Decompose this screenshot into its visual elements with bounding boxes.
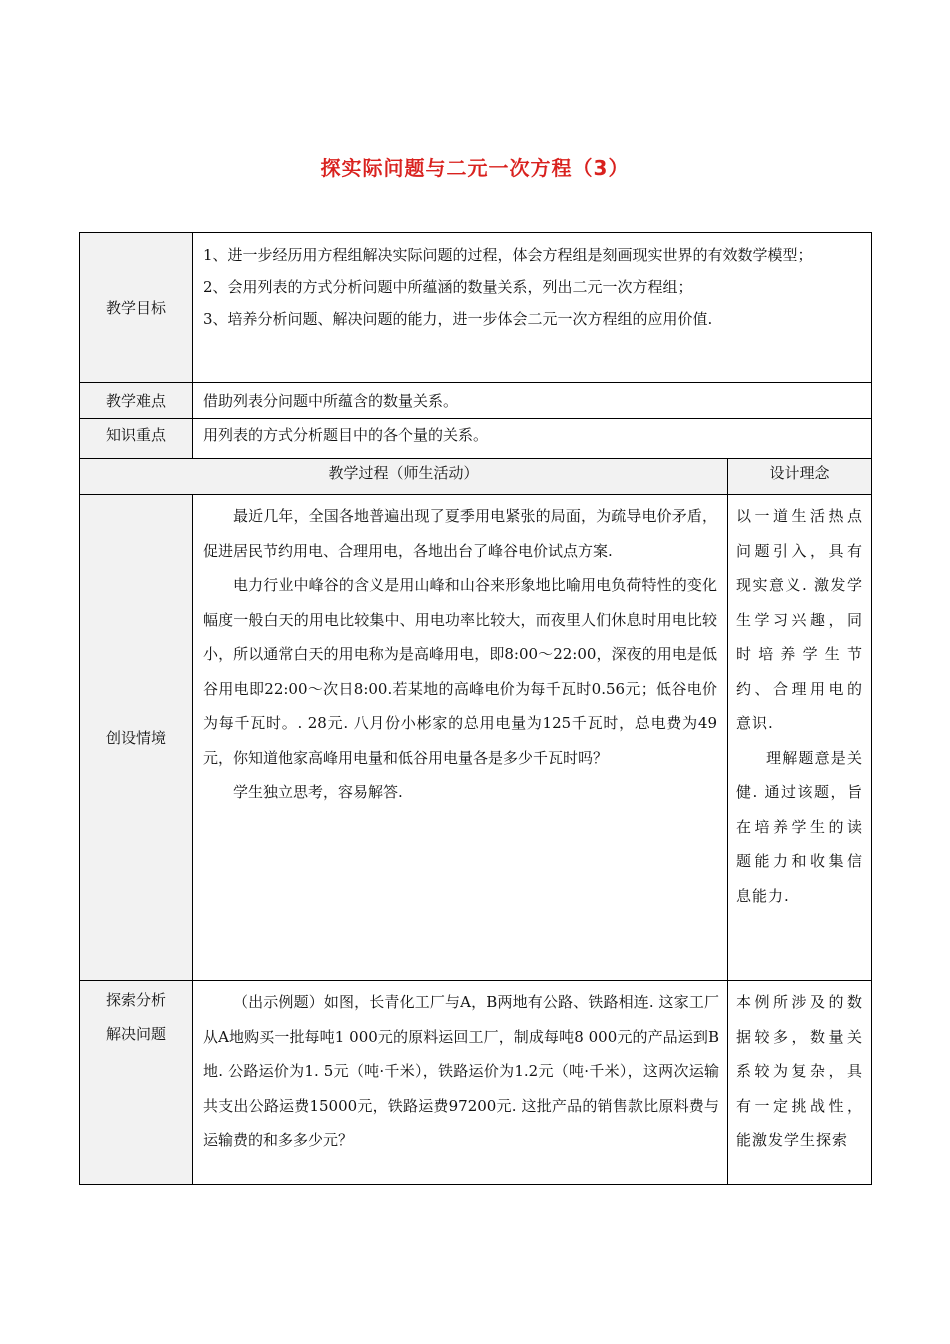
explore-idea-cell — [728, 981, 872, 1185]
difficulty-row — [80, 383, 872, 419]
explore-label-line-1: 探索分析 — [105, 991, 166, 1009]
difficulty-text: 借助列表分问题中所蕴含的数量关系。 — [203, 391, 459, 410]
process-header-left — [80, 459, 728, 495]
objectives-cell — [193, 233, 872, 383]
scenario-row — [80, 495, 872, 981]
explore-row — [80, 981, 872, 1185]
key-point-label — [80, 419, 193, 459]
explore-text: （出示例题）如图，长青化工厂与A，B两地有公路、铁路相连. 这家工厂从A地购买一批每吨1 000元的原料运回工厂，制成每吨8 000元的产品运到B地. 公路运价为1. 5元（吨·千米），铁路运价为1.2元（吨·千米），这两次运输共支出公路运费15000元，铁路运费97200元. 这批产品的销售款比原料费与运输费的和多多少元？ — [203, 993, 719, 1149]
scenario-idea-2: 理解题意是关健. 通过该题，旨在培养学生的读题能力和收集信息能力. — [736, 748, 863, 905]
key-point-label-text: 知识重点 — [105, 426, 166, 444]
lesson-plan-table — [79, 232, 872, 1185]
scenario-content — [193, 495, 728, 981]
scenario-paragraph-1: 最近几年，全国各地普遍出现了夏季用电紧张的局面，为疏导电价矛盾，促进居民节约用电、合理用电，各地出台了峰谷电价试点方案. — [203, 507, 717, 560]
explore-content — [193, 981, 728, 1185]
scenario-idea-1: 以一道生活热点问题引入，具有现实意义. 激发学生学习兴趣，同时培养学生节约、合理用电的意识. — [736, 507, 863, 732]
objectives-label: 教学目标 — [80, 233, 193, 383]
explore-label-line-2: 解决问题 — [105, 1025, 166, 1043]
process-header-right — [728, 459, 872, 495]
scenario-idea — [728, 495, 872, 981]
key-point-text: 用列表的方式分析题目中的各个量的关系。 — [203, 426, 489, 444]
objective-item-2: 2、会用列表的方式分析问题中所蕴涵的数量关系，列出二元一次方程组； — [203, 278, 693, 296]
document-title: 探实际问题与二元一次方程（3） — [320, 156, 630, 180]
explore-idea: 本例所涉及的数据较多，数量关系较为复杂，具有一定挑战性，能激发学生探索 — [736, 993, 863, 1149]
scenario-paragraph-3: 学生独立思考，容易解答. — [233, 783, 403, 801]
scenario-paragraph-2: 电力行业中峰谷的含义是用山峰和山谷来形象地比喻用电负荷特性的变化幅度一般白天的用电比较集中、用电功率比较大，而夜里人们休息时用电比较小，所以通常白天的用电称为是高峰用电，即8:00～22:00，深夜的用电是低谷用电即22:00～次日8:00.若某地的高峰电价为每千瓦时0.56元；低谷电价为每千瓦时。. 28元. 八月份小彬家的总用电量为125千瓦时，总电费为49元，你知道他家高峰用电量和低谷用电量各是多少千瓦时吗？ — [203, 576, 717, 767]
scenario-label: 创设情境 — [80, 495, 193, 981]
process-header-left-text: 教学过程（师生活动） — [328, 464, 479, 482]
process-header-right-text: 设计理念 — [769, 464, 830, 482]
key-point-cell — [193, 419, 872, 459]
key-point-row — [80, 419, 872, 459]
process-header-row — [80, 459, 872, 495]
objective-item-3: 3、培养分析问题、解决问题的能力，进一步体会二元一次方程组的应用价值. — [203, 310, 713, 328]
objective-item-1: 1、进一步经历用方程组解决实际问题的过程，体会方程组是刻画现实世界的有效数学模型； — [203, 246, 813, 264]
difficulty-cell — [193, 383, 872, 419]
objectives-row — [80, 233, 872, 383]
explore-label — [80, 981, 193, 1185]
difficulty-label: 教学难点 — [80, 383, 193, 419]
